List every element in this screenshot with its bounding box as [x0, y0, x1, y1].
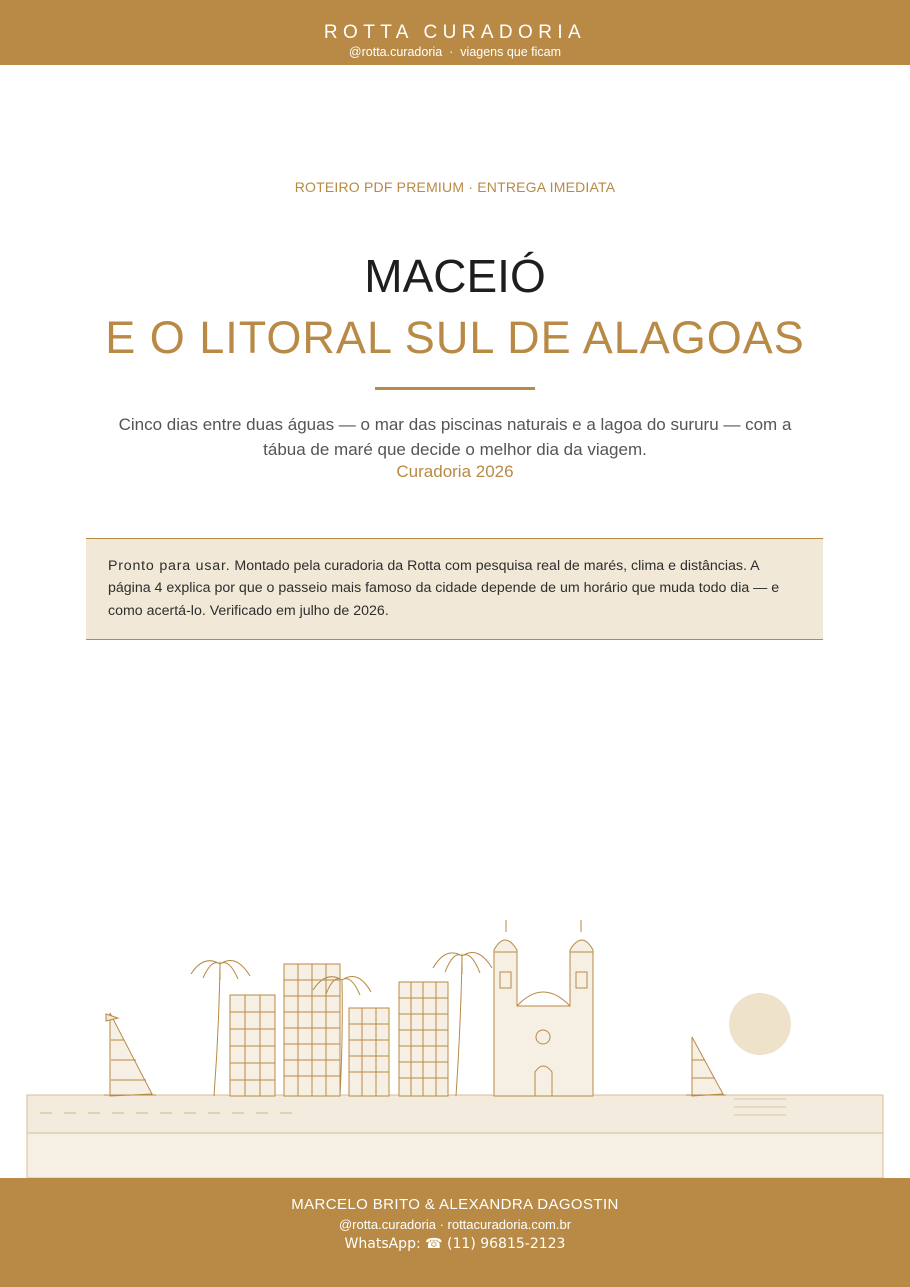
eyebrow-label: ROTEIRO PDF PREMIUM · ENTREGA IMEDIATA: [294, 179, 616, 195]
lede-paragraph: [100, 412, 810, 462]
phone-icon: ☎: [425, 1236, 443, 1252]
sailboat-left-icon: [104, 1013, 156, 1096]
title-divider: [375, 387, 535, 390]
note-body: Montado pela curadoria da Rotta com pesquisa real de marés, clima e distâncias. A página 4 explica por que o passeio mais famoso da cidade depende de um horário que muda todo dia — e como acertá-lo. Verificado em julho de 2026.: [108, 558, 780, 619]
footer-bar: [0, 1178, 910, 1287]
info-note-box: [86, 538, 823, 640]
sun-icon: [729, 993, 791, 1055]
whatsapp-label: WhatsApp:: [344, 1236, 421, 1252]
title-region: E O LITORAL SUL DE ALAGOAS: [105, 312, 805, 363]
sand-band: [27, 1133, 883, 1178]
maceio-skyline-illustration: [0, 900, 910, 1180]
building-icon: [230, 995, 275, 1096]
lede-line-2: tábua de maré que decide o melhor dia da viagem.: [263, 440, 647, 459]
brand-name: ROTTA CURADORIA: [323, 22, 587, 43]
note-lead: Pronto para usar.: [108, 558, 231, 574]
header-bar: [0, 0, 910, 65]
building-icon: [349, 1008, 389, 1096]
sea-band: [27, 1095, 883, 1133]
edition-label: Curadoria 2026: [396, 462, 514, 481]
cathedral-icon: [494, 920, 593, 1096]
title-city: MACEIÓ: [364, 250, 546, 302]
instagram-handle: @rotta.curadoria: [348, 45, 443, 59]
authors: MARCELO BRITO & ALEXANDRA DAGOSTIN: [291, 1196, 619, 1213]
brand-subline: [0, 45, 910, 60]
whatsapp-line: [0, 1236, 910, 1252]
building-icon: [399, 982, 448, 1096]
contact-links: @rotta.curadoria · rottacuradoria.com.br: [338, 1217, 572, 1232]
sailboat-right-icon: [686, 1037, 726, 1096]
phone-number: (11) 96815-2123: [447, 1236, 566, 1252]
separator-dot: ·: [449, 45, 454, 59]
brand-tagline: viagens que ficam: [460, 45, 562, 59]
lede-line-1: Cinco dias entre duas águas — o mar das piscinas naturais e a lagoa do sururu — com a: [118, 415, 792, 434]
